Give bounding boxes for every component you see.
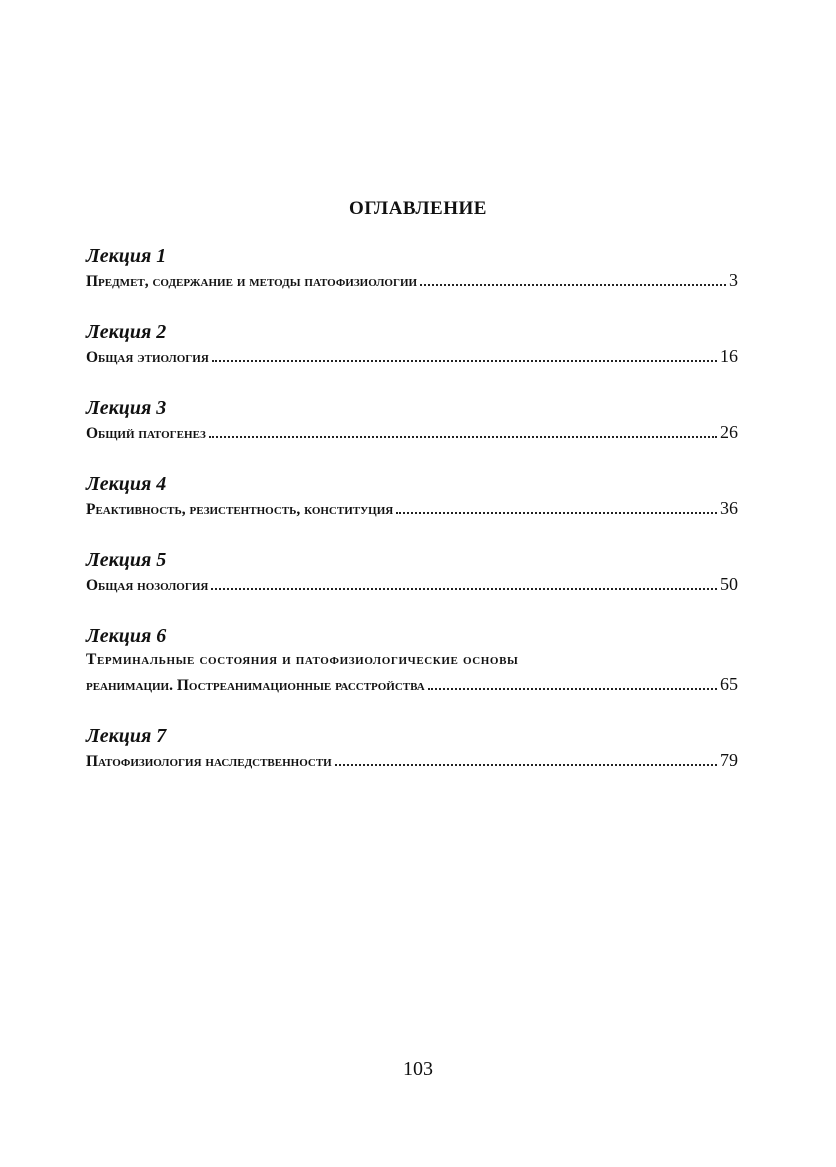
- toc-entry-4: [86, 472, 738, 522]
- entry-title: Предмет, содержание и методы патофизиологии: [86, 273, 418, 290]
- dot-leader: [420, 284, 726, 286]
- dot-leader: [335, 764, 717, 766]
- table-of-contents: [86, 244, 738, 800]
- entry-page: 65: [720, 674, 738, 694]
- toc-entry-3: [86, 396, 738, 446]
- toc-line: [86, 268, 738, 294]
- toc-line: [86, 672, 738, 698]
- toc-entry-2: [86, 320, 738, 370]
- dot-leader: [212, 360, 717, 362]
- entry-title: Общая нозология: [86, 577, 209, 594]
- lecture-label: Лекция 1: [86, 245, 167, 267]
- entry-page: 16: [720, 346, 738, 366]
- toc-line: [86, 748, 738, 774]
- entry-title-line-1: Терминальные состояния и патофизиологические основы: [86, 651, 519, 668]
- toc-entry-1: [86, 244, 738, 294]
- page-number: 103: [403, 1058, 433, 1080]
- toc-entry-7: [86, 724, 738, 774]
- toc-title: ОГЛАВЛЕНИЕ: [349, 198, 487, 219]
- entry-page: 79: [720, 750, 738, 770]
- lecture-label: Лекция 6: [86, 625, 167, 647]
- toc-line: [86, 496, 738, 522]
- toc-line: [86, 420, 738, 446]
- lecture-label: Лекция 4: [86, 473, 167, 495]
- dot-leader: [211, 588, 717, 590]
- entry-title-line-2: реанимации. Постреанимационные расстройства: [86, 677, 425, 694]
- entry-page: 3: [729, 270, 738, 290]
- entry-title: Общая этиология: [86, 349, 209, 366]
- dot-leader: [396, 512, 717, 514]
- toc-entry-5: [86, 548, 738, 598]
- toc-line: [86, 572, 738, 598]
- entry-title: Реактивность, резистентность, конституция: [86, 501, 394, 518]
- lecture-label: Лекция 3: [86, 397, 167, 419]
- entry-page: 26: [720, 422, 738, 442]
- entry-page: 50: [720, 574, 738, 594]
- lecture-label: Лекция 2: [86, 321, 167, 343]
- toc-line: [86, 344, 738, 370]
- dot-leader: [428, 688, 717, 690]
- lecture-label: Лекция 5: [86, 549, 167, 571]
- toc-entry-6: [86, 624, 738, 698]
- entry-page: 36: [720, 498, 738, 518]
- entry-title: Общий патогенез: [86, 425, 206, 442]
- dot-leader: [209, 436, 717, 438]
- lecture-label: Лекция 7: [86, 725, 167, 747]
- entry-title: Патофизиология наследственности: [86, 753, 332, 770]
